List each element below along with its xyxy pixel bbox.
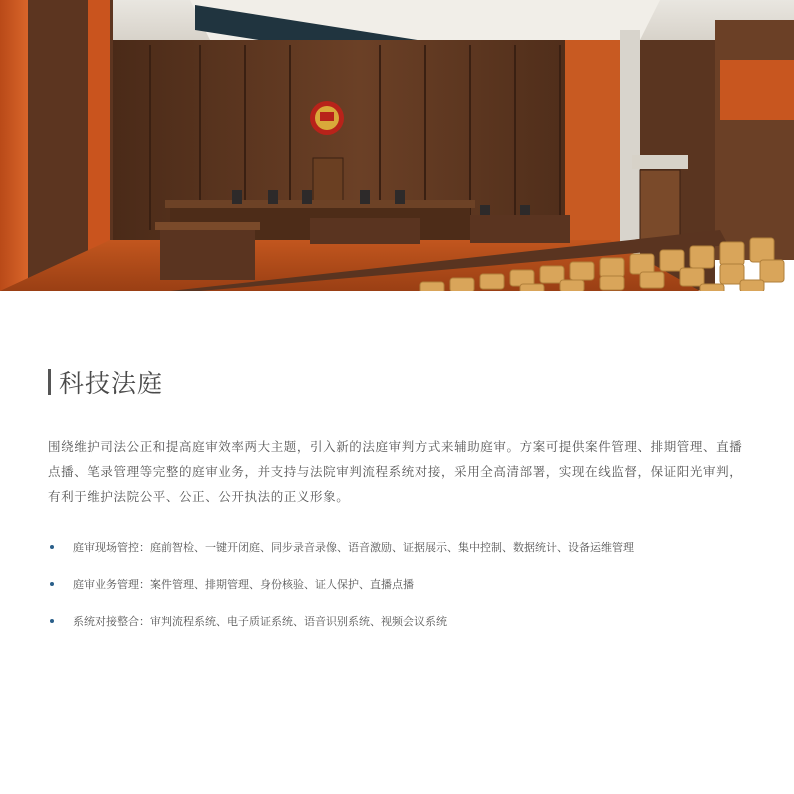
intro-line: 点播、笔录管理等完整的庭审业务，并支持与法院审判流程系统对接，采用全高清部署，实现在线监督，保证阳光审判， [48, 464, 743, 479]
feature-text: 庭审现场管控：庭前智检、一键开闭庭、同步录音录像、语音激励、证据展示、集中控制、数据统计、设备运维管理 [73, 540, 634, 554]
section-heading [48, 366, 163, 398]
page-title: 科技法庭 [59, 369, 164, 398]
courtroom-hero-image [0, 0, 794, 291]
bullet-dot-icon [50, 619, 54, 623]
feature-text: 庭审业务管理：案件管理、排期管理、身份核验、证人保护、直播点播 [73, 577, 414, 591]
intro-paragraph [48, 434, 748, 509]
feature-list [48, 536, 748, 647]
intro-line: 围绕维护司法公正和提高庭审效率两大主题，引入新的法庭审判方式来辅助庭审。方案可提供案件管理、排期管理、直播 [48, 439, 743, 454]
feature-text: 系统对接整合：审判流程系统、电子质证系统、语音识别系统、视频会议系统 [73, 614, 447, 628]
title-accent-bar [48, 369, 51, 395]
bullet-dot-icon [50, 582, 54, 586]
list-item [48, 573, 748, 594]
list-item [48, 536, 748, 557]
bullet-dot-icon [50, 545, 54, 549]
national-emblem-icon [310, 101, 344, 135]
intro-line: 有利于维护法院公平、公正、公开执法的正义形象。 [48, 489, 350, 504]
list-item [48, 610, 748, 631]
